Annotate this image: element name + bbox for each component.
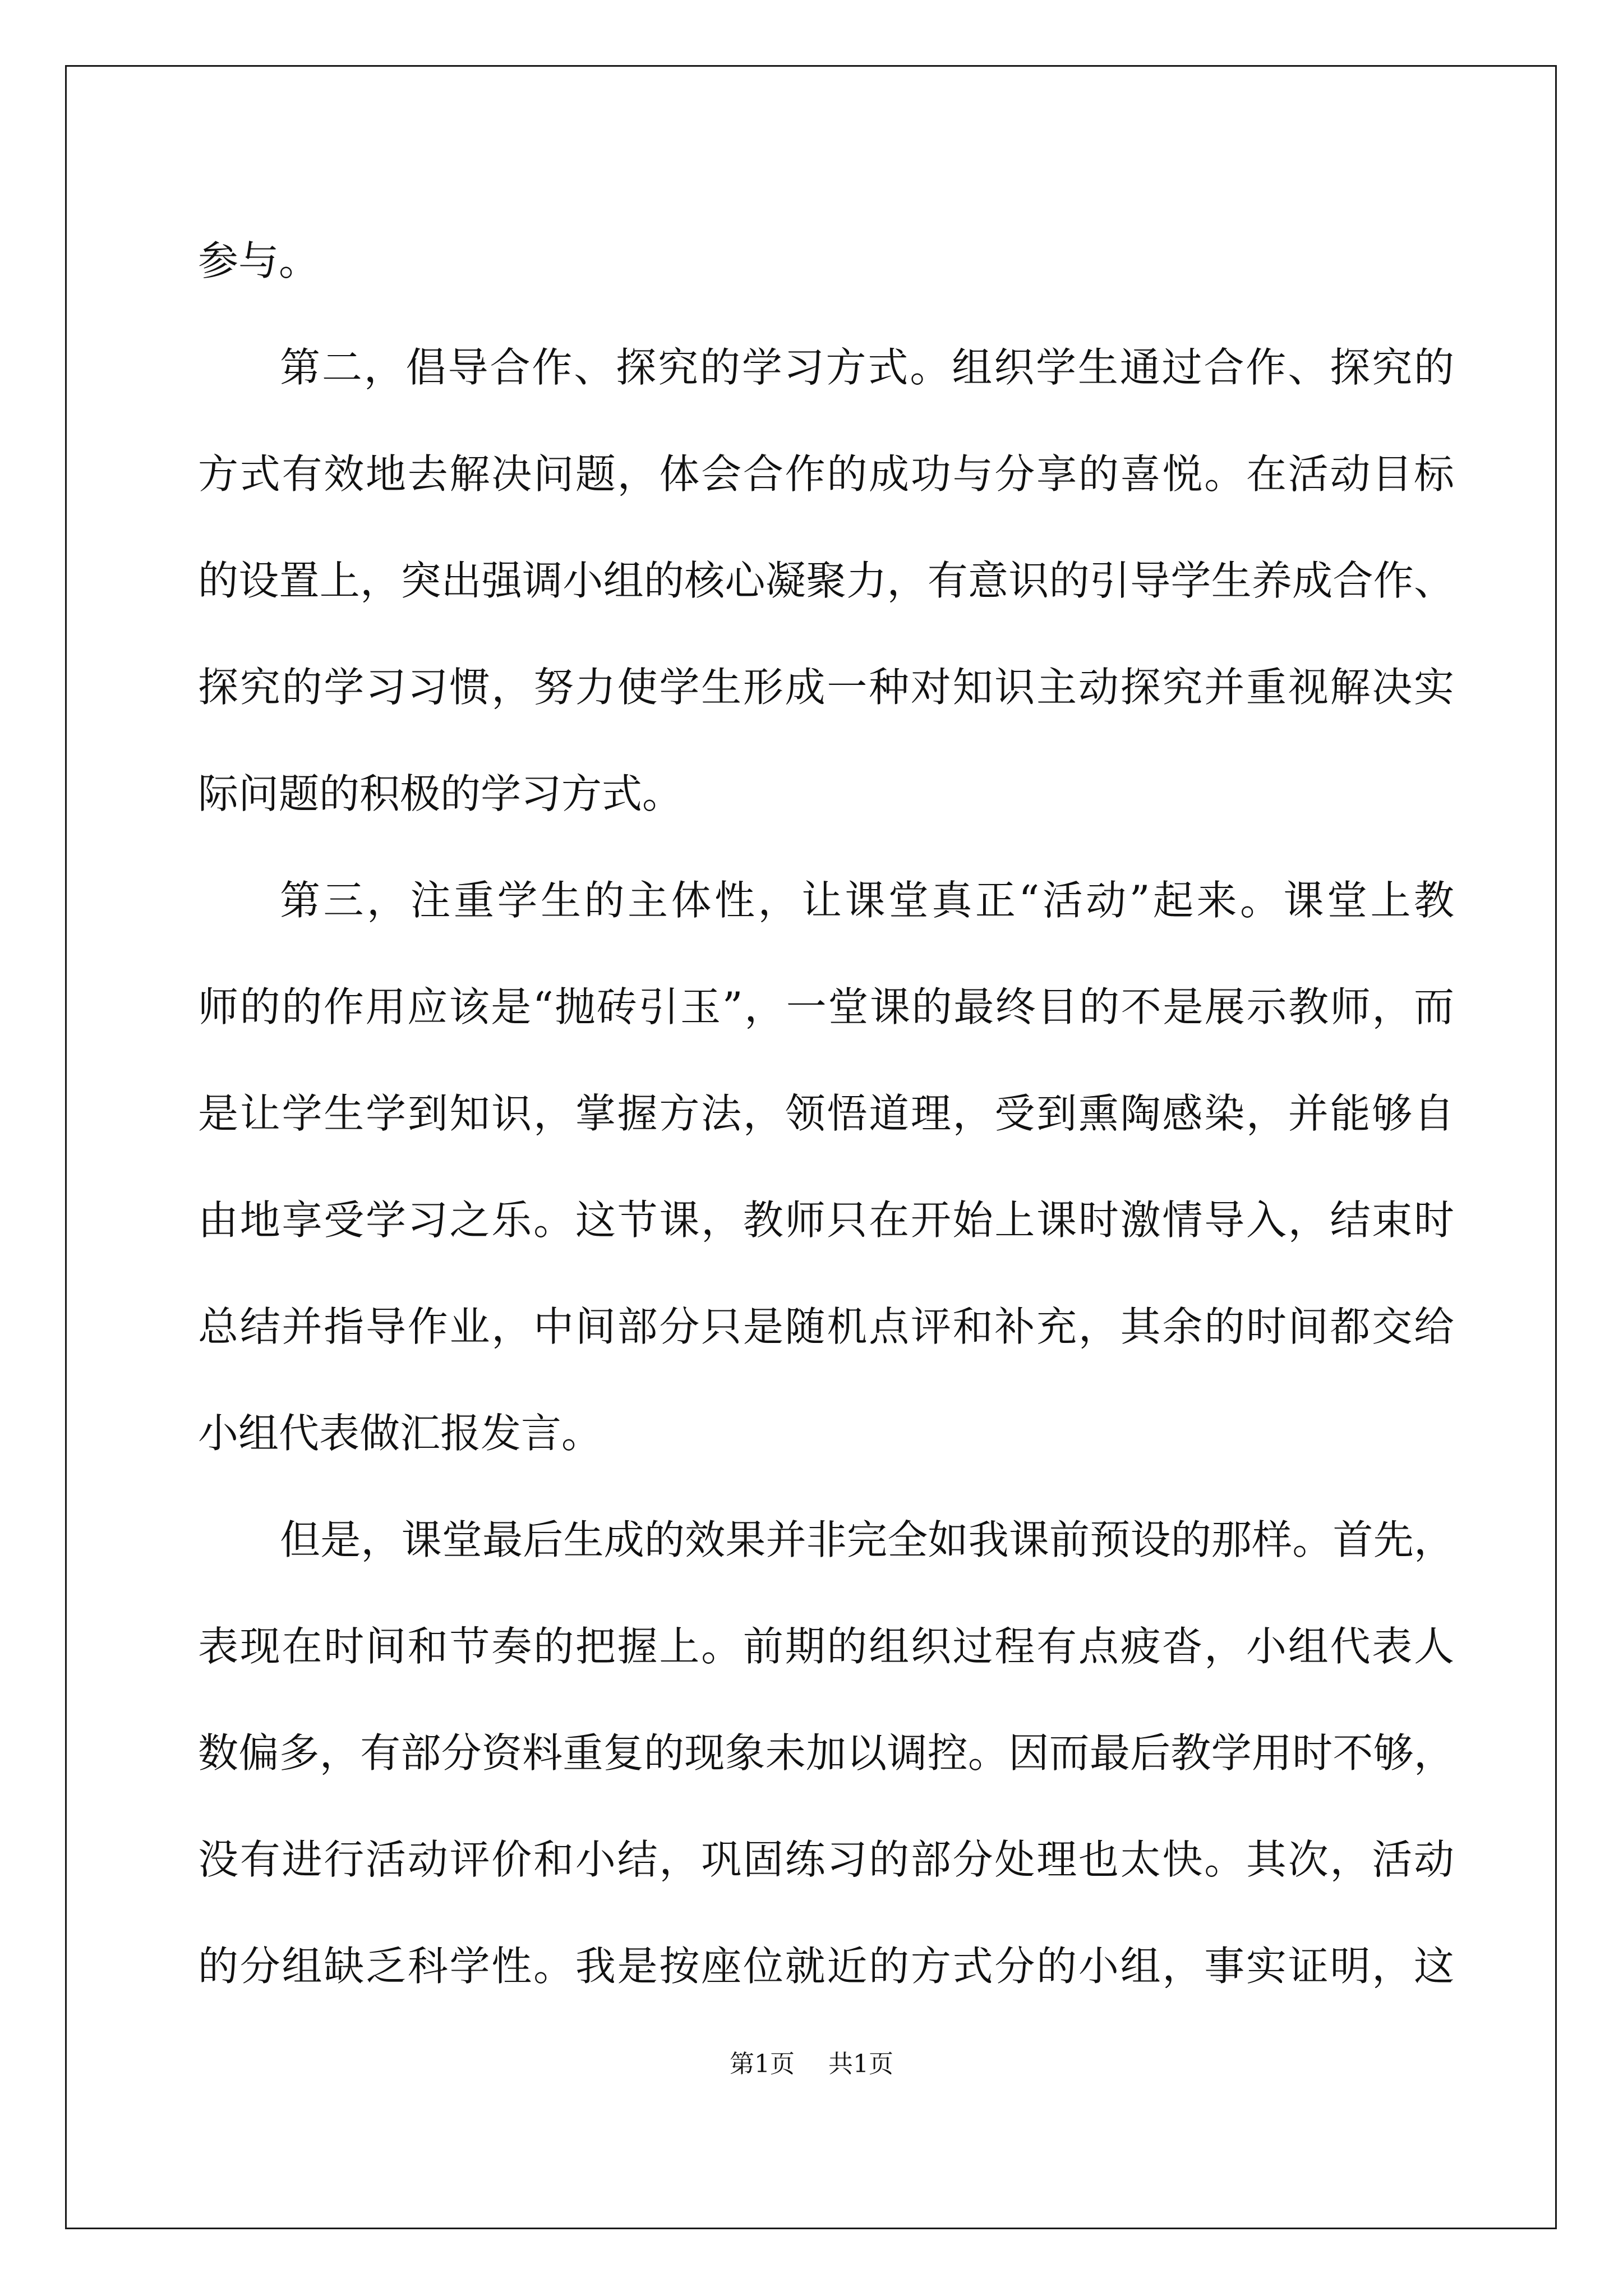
text-line: 参与。 xyxy=(198,237,320,284)
text-line: 师的的作用应该是“抛砖引玉”，一堂课的最终目的不是展示教师，而 xyxy=(198,983,1454,1030)
text-line: 总结并指导作业，中间部分只是随机点评和补充，其余的时间都交给 xyxy=(198,1303,1454,1350)
text-line: 的设置上，突出强调小组的核心凝聚力，有意识的引导学生养成合作、 xyxy=(198,557,1454,604)
document-body xyxy=(198,208,1454,2019)
text-line: 方式有效地去解决问题，体会合作的成功与分享的喜悦。在活动目标 xyxy=(198,450,1454,498)
text-line: 表现在时间和节奏的把握上。前期的组织过程有点疲沓，小组代表人 xyxy=(198,1623,1454,1670)
text-line: 第三，注重学生的主体性，让课堂真正“活动”起来。课堂上教 xyxy=(280,877,1454,924)
text-line: 但是，课堂最后生成的效果并非完全如我课前预设的那样。首先， xyxy=(280,1516,1454,1563)
text-line: 的分组缺乏科学性。我是按座位就近的方式分的小组，事实证明，这 xyxy=(198,1943,1454,1990)
page-total: 共1页 xyxy=(828,2050,893,2078)
text-line: 际问题的积极的学习方式。 xyxy=(198,770,683,817)
text-line: 由地享受学习之乐。这节课，教师只在开始上课时激情导入，结束时 xyxy=(198,1197,1454,1244)
text-line: 是让学生学到知识，掌握方法，领悟道理，受到熏陶感染，并能够自 xyxy=(198,1090,1454,1137)
page-footer xyxy=(0,2047,1623,2081)
text-line: 第二，倡导合作、探究的学习方式。组织学生通过合作、探究的 xyxy=(280,344,1454,391)
page-number: 第1页 xyxy=(730,2050,795,2078)
text-line: 数偏多，有部分资料重复的现象未加以调控。因而最后教学用时不够， xyxy=(198,1729,1454,1777)
text-line: 小组代表做汇报发言。 xyxy=(198,1410,602,1457)
text-line: 没有进行活动评价和小结，巩固练习的部分处理也太快。其次，活动 xyxy=(198,1836,1454,1883)
text-line: 探究的学习习惯，努力使学生形成一种对知识主动探究并重视解决实 xyxy=(198,664,1454,711)
